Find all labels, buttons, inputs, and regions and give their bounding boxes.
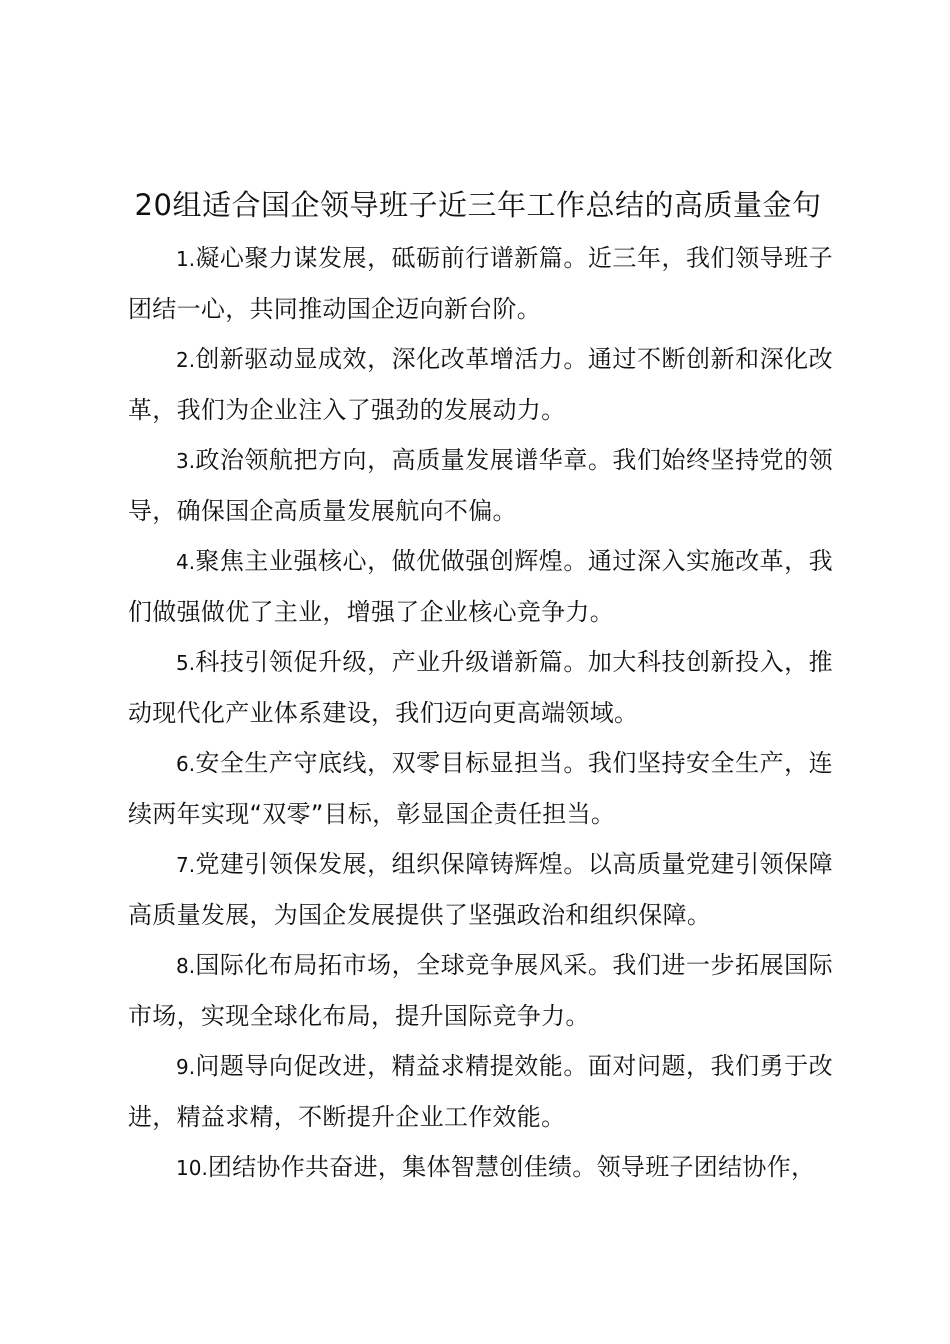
- item-number: 2.: [176, 348, 196, 372]
- item-number: 1.: [176, 247, 196, 271]
- item-text: 团结协作共奋进，集体智慧创佳绩。领导班子团结协作，: [207, 1153, 816, 1181]
- item-number: 7.: [176, 853, 196, 877]
- item-text: 政治领航把方向，高质量发展谱华章。我们始终坚持党的领导，确保国企高质量发展航向不偏。: [128, 446, 833, 525]
- document-title: 20组适合国企领导班子近三年工作总结的高质量金句: [134, 188, 822, 222]
- item-number: 5.: [176, 651, 196, 675]
- item-number: 4.: [176, 550, 196, 574]
- quote-item-8: [128, 940, 833, 1041]
- item-text: 国际化布局拓市场，全球竞争展风采。我们进一步拓展国际市场，实现全球化布局，提升国际竞争力。: [128, 951, 833, 1030]
- item-number: 10.: [176, 1156, 208, 1180]
- quote-item-4: [128, 536, 833, 637]
- item-text: 创新驱动显成效，深化改革增活力。通过不断创新和深化改革，我们为企业注入了强劲的发展动力。: [128, 345, 833, 424]
- quote-item-3: [128, 435, 833, 536]
- item-text: 问题导向促改进，精益求精提效能。面对问题，我们勇于改进，精益求精，不断提升企业工作效能。: [128, 1052, 833, 1131]
- quote-item-10: [128, 1142, 833, 1193]
- item-text: 安全生产守底线，双零目标显担当。我们坚持安全生产，连续两年实现“双零”目标，彰显国企责任担当。: [128, 749, 833, 828]
- quote-item-2: [128, 334, 833, 435]
- item-number: 8.: [176, 954, 196, 978]
- quote-list: [128, 233, 833, 1193]
- quote-item-1: [128, 233, 833, 334]
- item-text: 凝心聚力谋发展，砥砺前行谱新篇。近三年，我们领导班子团结一心，共同推动国企迈向新台阶。: [128, 244, 833, 323]
- quote-item-9: [128, 1041, 833, 1142]
- item-text: 党建引领保发展，组织保障铸辉煌。以高质量党建引领保障高质量发展，为国企发展提供了坚强政治和组织保障。: [128, 850, 833, 929]
- item-number: 3.: [176, 449, 196, 473]
- item-number: 6.: [176, 752, 196, 776]
- item-number: 9.: [176, 1055, 196, 1079]
- item-text: 科技引领促升级，产业升级谱新篇。加大科技创新投入，推动现代化产业体系建设，我们迈向更高端领域。: [128, 648, 833, 727]
- quote-item-6: [128, 738, 833, 839]
- quote-item-7: [128, 839, 833, 940]
- quote-item-5: [128, 637, 833, 738]
- item-text: 聚焦主业强核心，做优做强创辉煌。通过深入实施改革，我们做强做优了主业，增强了企业核心竞争力。: [128, 547, 833, 626]
